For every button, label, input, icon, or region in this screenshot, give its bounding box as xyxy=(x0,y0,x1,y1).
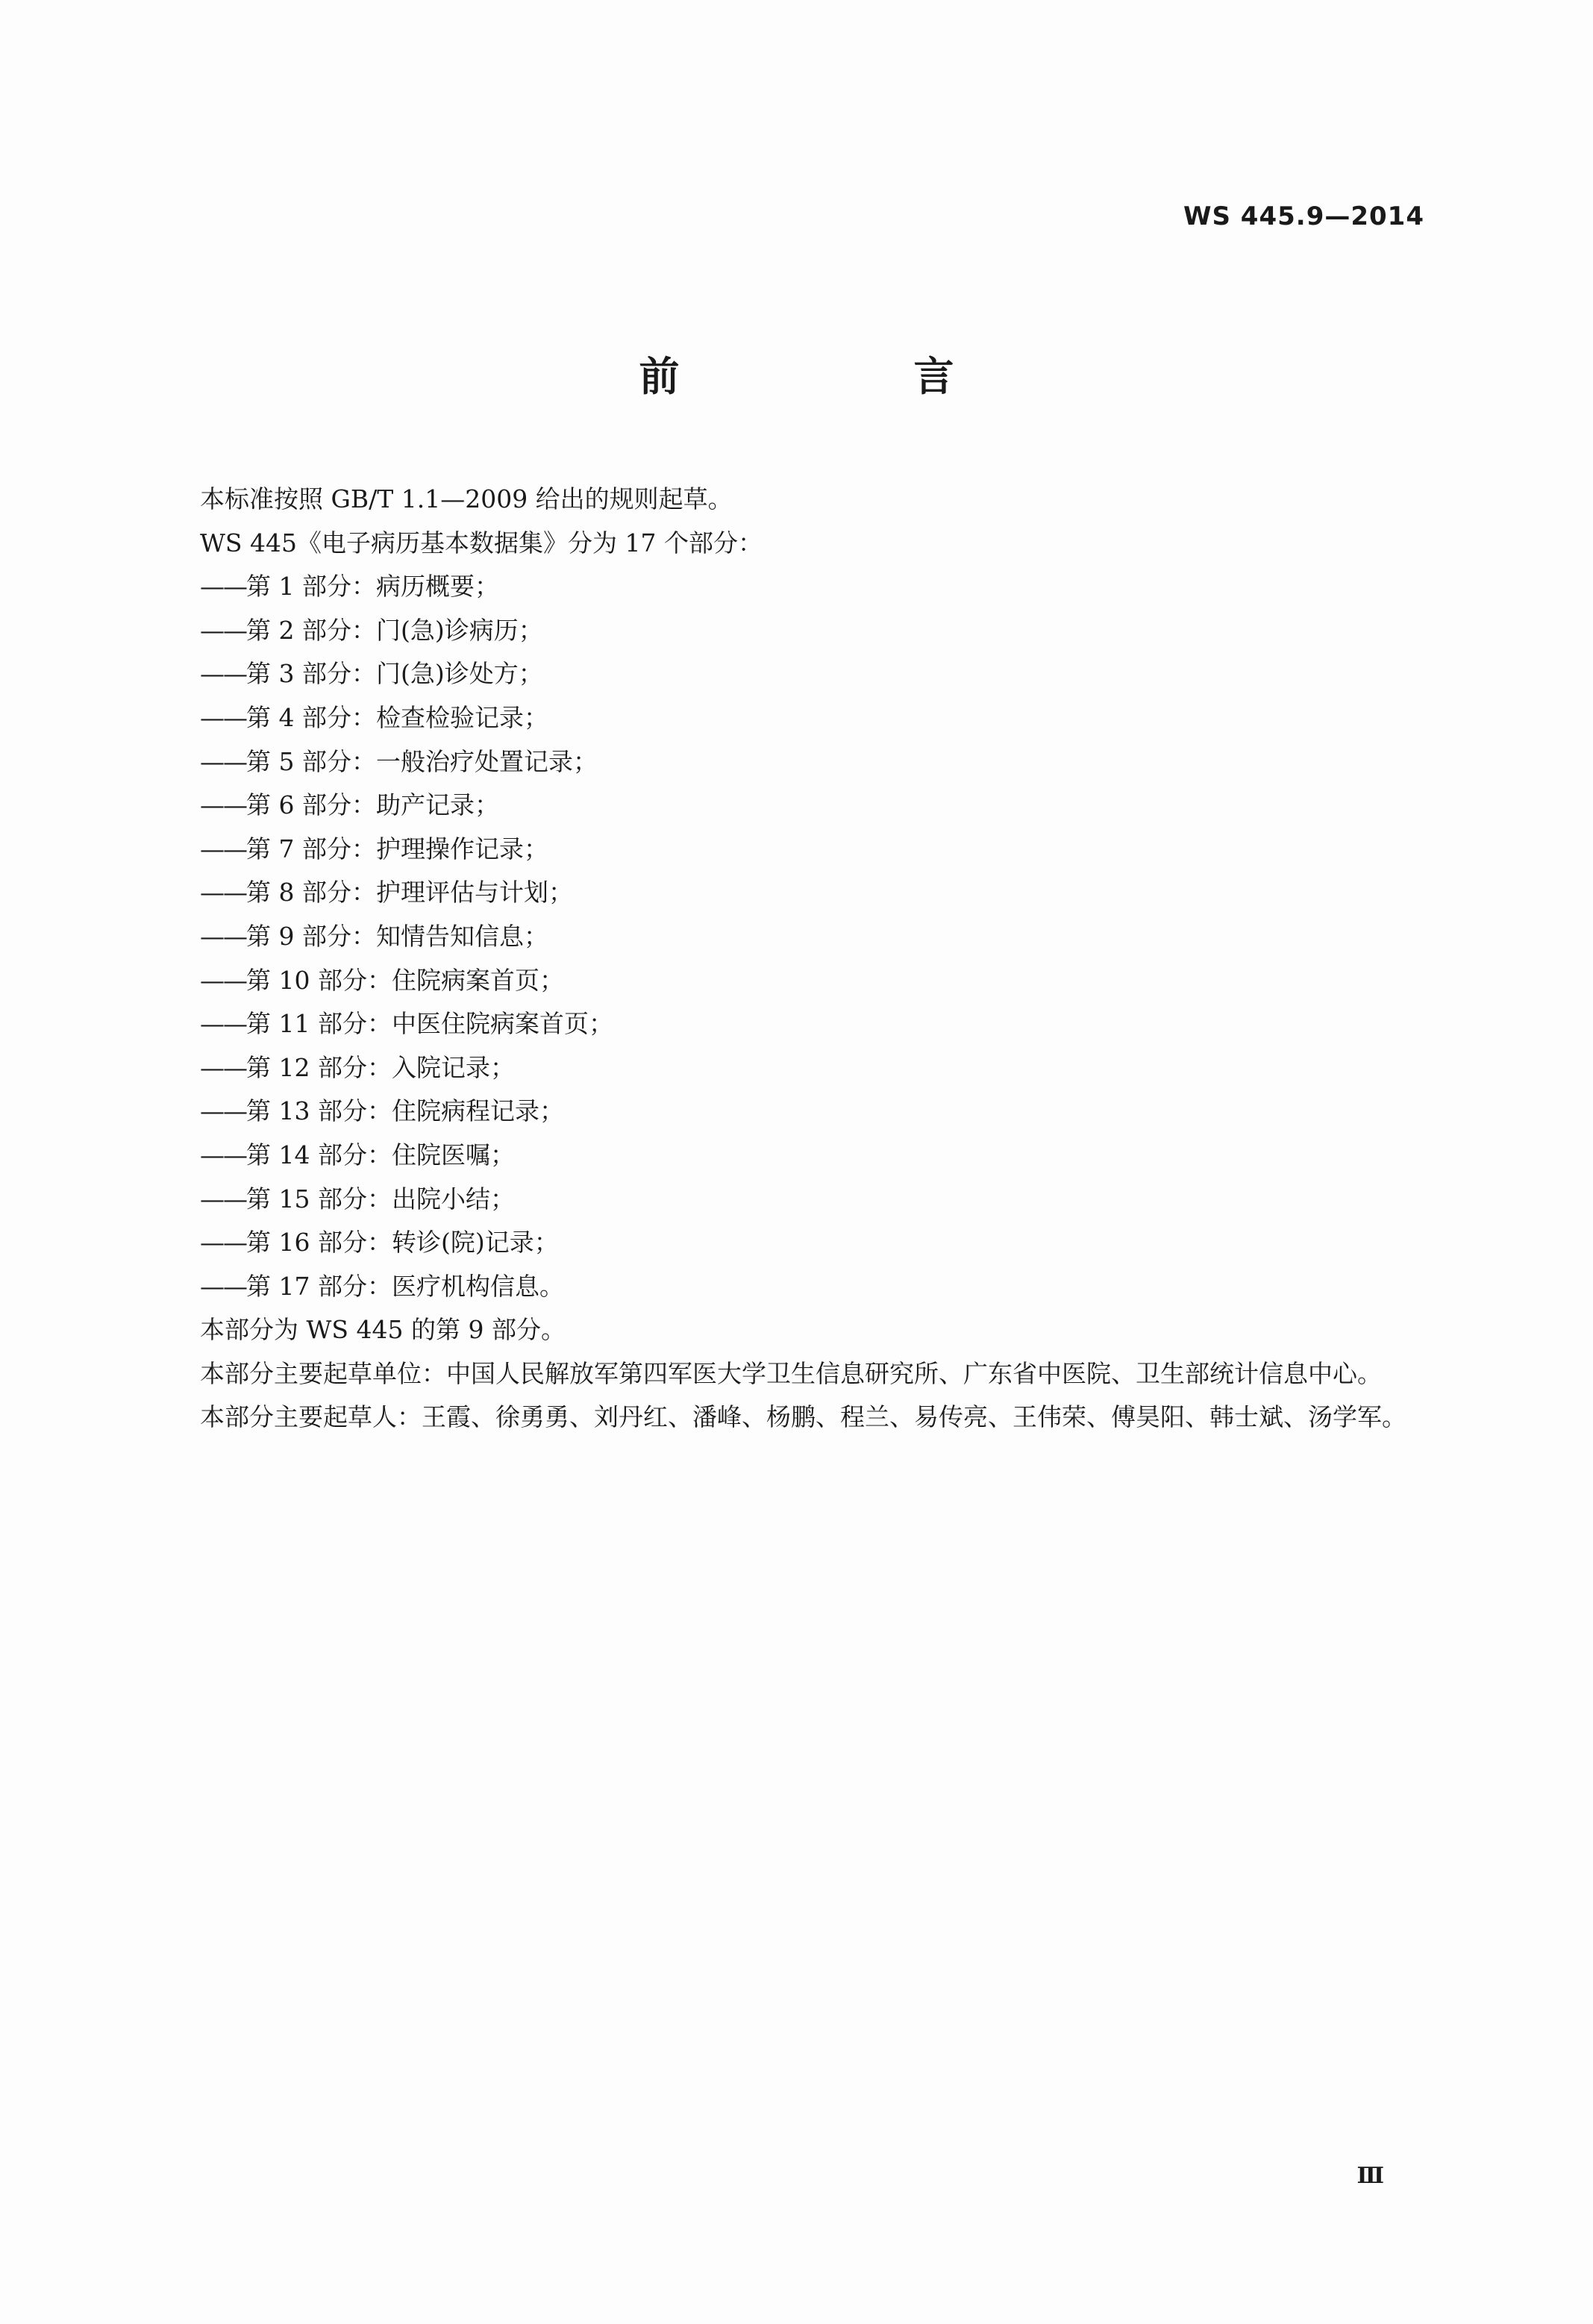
dash-prefix: —— xyxy=(200,572,246,602)
dash-prefix: —— xyxy=(200,659,246,689)
dash-prefix: —— xyxy=(200,965,246,995)
list-item xyxy=(140,784,1431,828)
dash-prefix: —— xyxy=(200,1140,246,1169)
dash-prefix: —— xyxy=(200,1184,246,1213)
list-item-text: 第 16 部分：转诊(院)记录； xyxy=(246,1228,559,1258)
list-item-text: 第 14 部分：住院医嘱； xyxy=(246,1140,515,1169)
dash-prefix: —— xyxy=(200,1009,246,1039)
list-item-text: 第 7 部分：护理操作记录； xyxy=(246,834,548,863)
list-item xyxy=(140,1002,1431,1046)
list-item xyxy=(140,915,1431,959)
dash-prefix: —— xyxy=(200,615,246,645)
list-item xyxy=(140,959,1431,1003)
closing-paragraph-drafting-units: 本部分主要起草单位：中国人民解放军第四军医大学卫生信息研究所、广东省中医院、卫生部统计信息中心。 xyxy=(200,1358,1382,1388)
list-item-text: 第 6 部分：助产记录； xyxy=(246,790,499,820)
list-item xyxy=(140,609,1431,653)
list-item-text: 第 1 部分：病历概要； xyxy=(246,572,499,602)
page-title: 前 言 xyxy=(639,353,1051,400)
dash-prefix: —— xyxy=(200,921,246,951)
list-item xyxy=(140,1178,1431,1222)
list-item-text: 第 8 部分：护理评估与计划； xyxy=(246,878,573,908)
list-item-text: 第 11 部分：中医住院病案首页； xyxy=(246,1009,613,1039)
dash-prefix: —— xyxy=(200,746,246,776)
list-item-text: 第 13 部分：住院病程记录； xyxy=(246,1096,564,1126)
dash-prefix: —— xyxy=(200,1052,246,1082)
list-item-text: 第 4 部分：检查检验记录； xyxy=(246,702,548,732)
list-item-text: 第 5 部分：一般治疗处置记录； xyxy=(246,746,598,776)
dash-prefix: —— xyxy=(200,1271,246,1301)
list-item-text: 第 9 部分：知情告知信息； xyxy=(246,921,548,951)
parts-list xyxy=(140,565,1431,1308)
list-item-text: 第 2 部分：门(急)诊病历； xyxy=(246,615,543,645)
document-body xyxy=(140,478,1431,1440)
intro-paragraph-2: WS 445《电子病历基本数据集》分为 17 个部分： xyxy=(200,528,763,557)
list-item xyxy=(140,1265,1431,1309)
list-item-text: 第 10 部分：住院病案首页； xyxy=(246,965,564,995)
closing-paragraph-drafters: 本部分主要起草人：王霞、徐勇勇、刘丹红、潘峰、杨鹏、程兰、易传亮、王伟荣、傅昊阳、韩士斌、汤学军。 xyxy=(200,1402,1406,1432)
list-item-text: 第 12 部分：入院记录； xyxy=(246,1052,515,1082)
page-number: Ⅲ xyxy=(1356,2163,1384,2189)
list-item xyxy=(140,652,1431,696)
closing-paragraph-part-number: 本部分为 WS 445 的第 9 部分。 xyxy=(200,1315,566,1345)
list-item-text: 第 17 部分：医疗机构信息。 xyxy=(246,1271,564,1301)
intro-paragraph-1: 本标准按照 GB/T 1.1—2009 给出的规则起草。 xyxy=(200,484,733,513)
list-item xyxy=(140,1090,1431,1134)
list-item-text: 第 3 部分：门(急)诊处方； xyxy=(246,659,543,689)
standard-number: WS 445.9—2014 xyxy=(1183,202,1424,231)
dash-prefix: —— xyxy=(200,834,246,863)
list-item xyxy=(140,740,1431,784)
list-item xyxy=(140,1134,1431,1178)
dash-prefix: —— xyxy=(200,790,246,820)
list-item xyxy=(140,696,1431,740)
dash-prefix: —— xyxy=(200,1096,246,1126)
list-item xyxy=(140,565,1431,609)
list-item-text: 第 15 部分：出院小结； xyxy=(246,1184,515,1213)
list-item xyxy=(140,828,1431,872)
list-item xyxy=(140,871,1431,915)
dash-prefix: —— xyxy=(200,1228,246,1258)
list-item xyxy=(140,1046,1431,1090)
dash-prefix: —— xyxy=(200,878,246,908)
list-item xyxy=(140,1221,1431,1265)
dash-prefix: —— xyxy=(200,702,246,732)
